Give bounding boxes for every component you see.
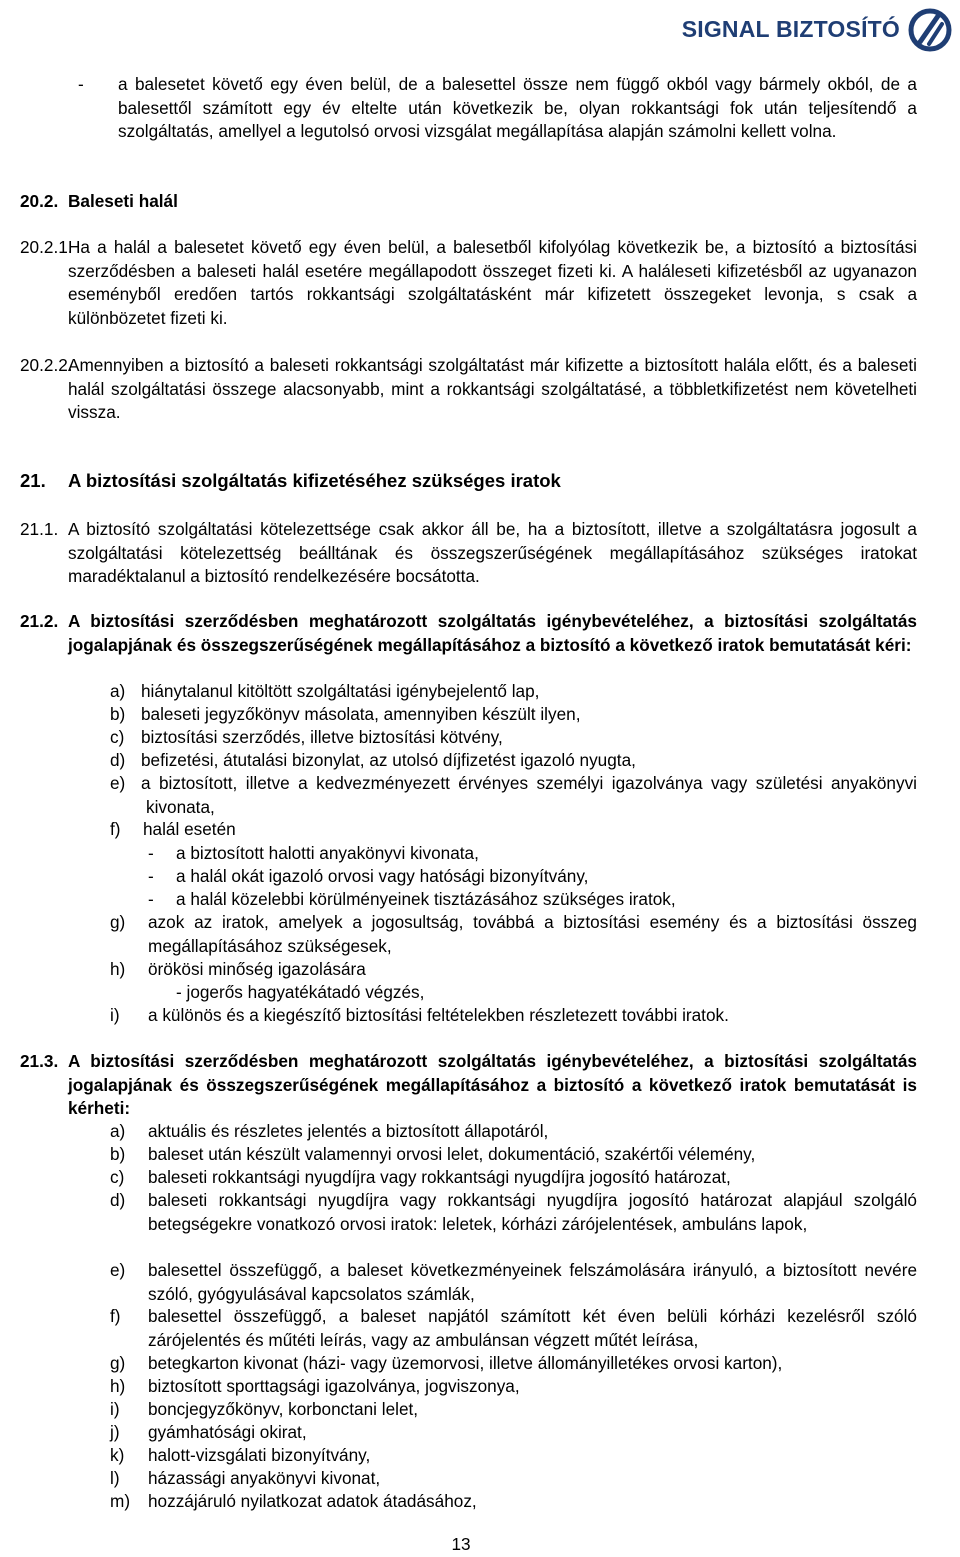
list-item: baleseti rokkantsági nyugdíjra vagy rokkantsági nyugdíjra jogosító határozat,	[148, 1167, 731, 1187]
para-21-3-text: A biztosítási szerződésben meghatározott szolgáltatás igénybevételéhez, a biztosítási szolgáltatás jogalapjának és összegszerűségének megállapításához a biztosító a következő iratok bemutatását is kérheti:	[68, 1051, 917, 1118]
para-21-1-text: A biztosító szolgáltatási kötelezettsége csak akkor áll be, ha a biztosított, illetve a szolgáltatásra jogosult a szolgáltatási kötelezettség beálltának és összegszerűségének megállapításához szükséges iratokat maradéktalanul a biztosító rendelkezésére bocsátotta.	[68, 519, 917, 586]
list-item-text: a biztosított, illetve a kedvezményezett érvényes személyi igazolványa vagy születési anyakönyvi kivonata,	[141, 773, 917, 817]
list-item-label: i)	[110, 1399, 120, 1419]
list-item-label: k)	[110, 1445, 125, 1465]
page-header	[682, 8, 952, 52]
list-item: befizetési, átutalási bizonylat, az utolsó díjfizetést igazoló nyugta,	[141, 750, 636, 770]
list-item: boncjegyzőkönyv, korbonctani lelet,	[148, 1399, 419, 1419]
list-item: gyámhatósági okirat,	[148, 1422, 307, 1442]
list-item-label: f)	[110, 819, 121, 839]
sub-item-dash: -	[148, 866, 154, 886]
list-item-label: a)	[110, 1121, 126, 1141]
list-item-label: i)	[110, 1005, 120, 1025]
section-21-title: A biztosítási szolgáltatás kifizetéséhez szükséges iratok	[68, 470, 561, 491]
list-item-label: e)	[110, 773, 126, 793]
list-item: baleset után készült valamennyi orvosi lelet, dokumentáció, szakértői vélemény,	[148, 1144, 756, 1164]
section-21-number: 21.	[20, 470, 46, 491]
list-item-label: l)	[110, 1468, 120, 1488]
list-item: a különös és a kiegészítő biztosítási feltételekben részletezett további iratok.	[148, 1005, 729, 1025]
list-item-label: h)	[110, 1376, 126, 1396]
list-item: biztosított sporttagsági igazolványa, jogviszonya,	[148, 1376, 520, 1396]
list-item-label: c)	[110, 727, 125, 747]
list-item: baleseti rokkantsági nyugdíjra vagy rokkantsági nyugdíjra jogosító határozat alapjául szolgáló betegségekre vonatkozó orvosi iratok: leletek, kórházi zárójelentések, ambuláns lapok,	[148, 1190, 917, 1234]
list-item-label: g)	[110, 1353, 126, 1373]
sub-list-item: a halál közelebbi körülményeinek tisztázásához szükséges iratok,	[176, 889, 676, 909]
list-item: baleseti jegyzőkönyv másolata, amennyiben készült ilyen,	[141, 704, 581, 724]
list-item: halott-vizsgálati bizonyítvány,	[148, 1445, 371, 1465]
list-item: aktuális és részletes jelentés a biztosított állapotáról,	[148, 1121, 549, 1141]
sub-list-item: a halál okát igazoló orvosi vagy hatósági bizonyítvány,	[176, 866, 589, 886]
para-21-3-number: 21.3.	[20, 1051, 59, 1071]
list-item-label: e)	[110, 1260, 126, 1280]
list-item-label: j)	[110, 1422, 120, 1442]
section-20-2-number: 20.2.	[20, 191, 59, 211]
list-item	[141, 772, 917, 819]
section-20-2-title: Baleseti halál	[68, 191, 178, 211]
list-item: azok az iratok, amelyek a jogosultság, továbbá a biztosítási esemény és a biztosítási összeg megállapításához szükségesek,	[148, 912, 917, 956]
list-item-label: g)	[110, 912, 126, 932]
sub-item-dash: -	[148, 843, 154, 863]
list-item: halál esetén	[143, 819, 236, 839]
list-item-label: b)	[110, 1144, 126, 1164]
list-item-label: d)	[110, 750, 126, 770]
list-item: balesettel összefüggő, a baleset napjától számított két éven belüli kórházi kezelésről szóló zárójelentés és műtéti leírás, vagy az ambulánsan végzett műtét leírása,	[148, 1306, 917, 1350]
para-20-2-2-text: Amennyiben a biztosító a baleseti rokkantsági szolgáltatást már kifizette a biztosított halála előtt, és a baleseti halál szolgáltatási összege alacsonyabb, mint a rokkantsági szolgáltatásé, a többletkifizetést nem követelheti vissza.	[68, 355, 917, 422]
list-item: hiánytalanul kitöltött szolgáltatási igénybejelentő lap,	[141, 681, 540, 701]
para-21-2-number: 21.2.	[20, 611, 59, 631]
signal-logo-icon	[908, 8, 952, 52]
brand-name: SIGNAL BIZTOSÍTÓ	[681, 16, 900, 43]
sub-list-item: a biztosított halotti anyakönyvi kivonata,	[176, 843, 479, 863]
list-item-label: h)	[110, 959, 126, 979]
sub-item-dash: -	[148, 889, 154, 909]
list-item-label: f)	[110, 1306, 121, 1326]
list-item-label: b)	[110, 704, 126, 724]
list-item: házassági anyakönyvi kivonat,	[148, 1468, 381, 1488]
list-item: örökösi minőség igazolására	[148, 959, 366, 979]
sub-list-item: - jogerős hagyatékátadó végzés,	[176, 982, 425, 1002]
para-20-2-1-text: Ha a halál a balesetet követő egy éven belül, a balesetből kifolyólag következik be, a biztosító a biztosítási szerződésben a baleseti halál esetére megállapodott összeget fizeti ki. A haláleseti kifizetésből az ugyanazon eseményből eredően tartós rokkantsági szolgáltatásként már kifizetett összegeket levonja, s csak a különbözetet fizeti ki.	[68, 237, 917, 328]
para-20-2-1-number: 20.2.1.	[20, 237, 73, 257]
para-21-1-number: 21.1.	[20, 519, 59, 539]
list-item: hozzájáruló nyilatkozat adatok átadásához,	[148, 1491, 477, 1511]
intro-bullet-text: a balesetet követő egy éven belül, de a balesettel össze nem függő okból vagy bármely okból, de a balesettől számított egy év eltelte után következik be, olyan rokkantsági fok után teljesítendő a szolgáltatás, amellyel a legutolsó orvosi vizsgálat megállapítása alapján számolni kellett volna.	[118, 74, 917, 141]
list-item: balesettel összefüggő, a baleset következményeinek felszámolására irányuló, a biztosított nevére szóló, gyógyulásával kapcsolatos számlák,	[148, 1260, 917, 1304]
list-item: biztosítási szerződés, illetve biztosítási kötvény,	[141, 727, 503, 747]
page-number: 13	[451, 1534, 471, 1554]
para-21-2-text: A biztosítási szerződésben meghatározott szolgáltatás igénybevételéhez, a biztosítási szolgáltatás jogalapjának és összegszerűségének megállapításához a biztosító a következő iratok bemutatását kéri:	[68, 611, 917, 655]
list-item-label: c)	[110, 1167, 125, 1187]
list-item-label: m)	[110, 1491, 131, 1511]
intro-dash: -	[78, 74, 84, 94]
list-item-label: d)	[110, 1190, 126, 1210]
list-item: betegkarton kivonat (házi- vagy üzemorvosi, illetve állományilletékes orvosi karton),	[148, 1353, 783, 1373]
list-item-label: a)	[110, 681, 126, 701]
para-20-2-2-number: 20.2.2.	[20, 355, 73, 375]
